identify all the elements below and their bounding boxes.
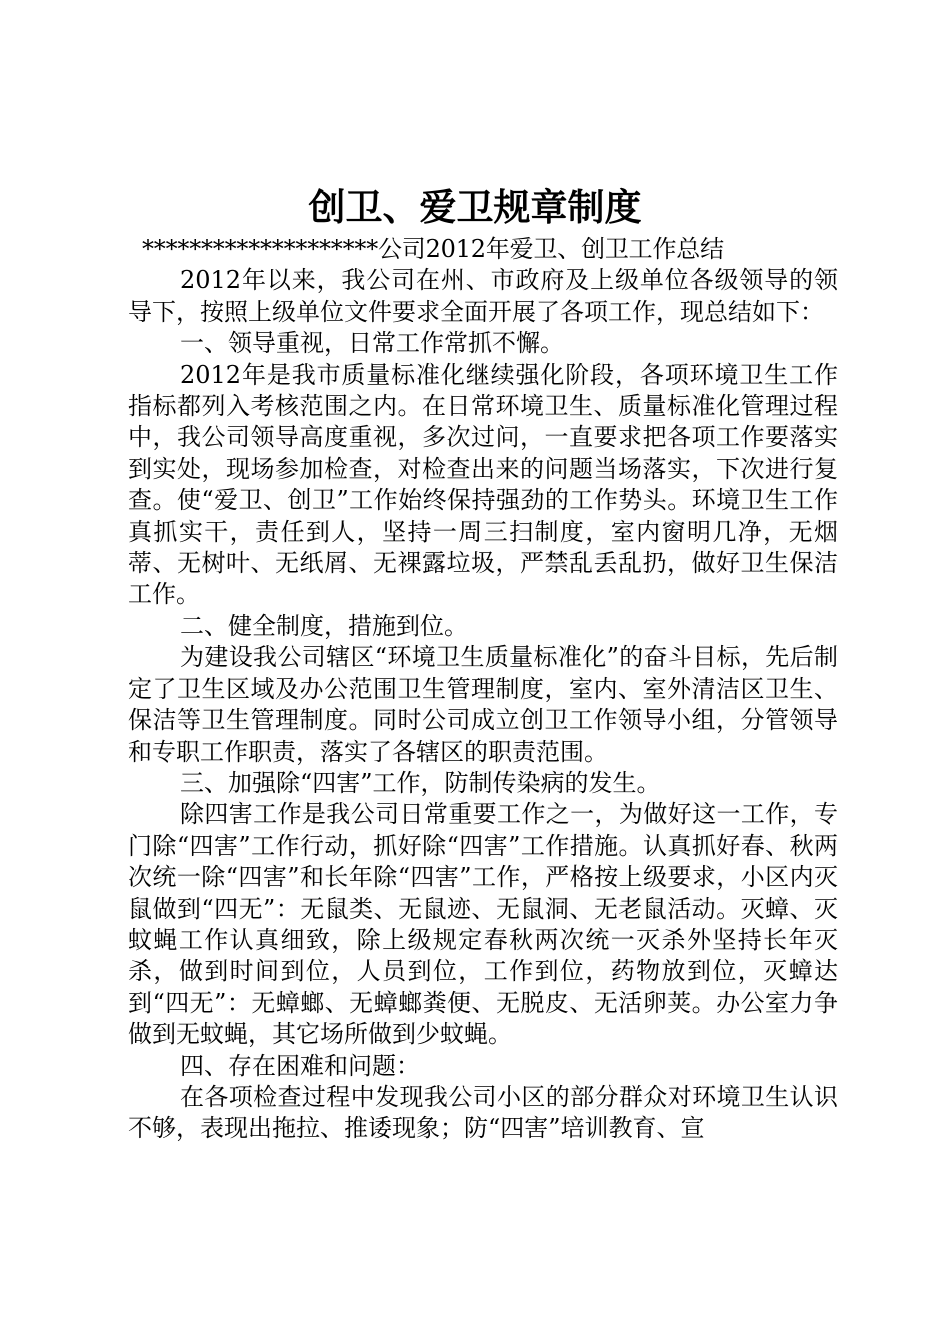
section-body-4: 在各项检查过程中发现我公司小区的部分群众对环境卫生认识不够，表现出拖拉、推诿现象；防“四害”培训教育、宣 — [128, 1082, 838, 1143]
report-subtitle: ********************公司2012年爱卫、创卫工作总结 — [142, 235, 724, 263]
section-body-1: 2012年是我市质量标准化继续强化阶段，各项环境卫生工作指标都列入考核范围之内。在日常环境卫生、质量标准化管理过程中，我公司领导高度重视，多次过问，一直要求把各项工作要落实到实处，现场参加检查，对检查出来的问题当场落实，下次进行复查。使“爱卫、创卫”工作始终保持强劲的工作势头。环境卫生工作真抓实干，责任到人，坚持一周三扫制度，室内窗明几净，无烟蒂、无树叶、无纸屑、无裸露垃圾，严禁乱丢乱扔，做好卫生保洁工作。 — [128, 360, 838, 609]
intro-paragraph: 2012年以来，我公司在州、市政府及上级单位各级领导的领导下，按照上级单位文件要求全面开展了各项工作，现总结如下： — [128, 266, 838, 326]
document-title: 创卫、爱卫规章制度 — [308, 185, 642, 229]
section-body-2: 为建设我公司辖区“环境卫生质量标准化”的奋斗目标，先后制定了卫生区域及办公范围卫生管理制度，室内、室外清洁区卫生、保洁等卫生管理制度。同时公司成立创卫工作领导小组，分管领导和专职工作职责，落实了各辖区的职责范围。 — [128, 643, 838, 766]
document-body — [128, 234, 838, 1145]
section-heading-4: 四、存在困难和问题： — [180, 1051, 420, 1080]
section-heading-3: 三、加强除“四害”工作，防制传染病的发生。 — [180, 768, 661, 797]
section-heading-2: 二、健全制度，措施到位。 — [180, 611, 468, 640]
section-body-3: 除四害工作是我公司日常重要工作之一，为做好这一工作，专门除“四害”工作行动，抓好除“四害”工作措施。认真抓好春、秋两次统一除“四害”和长年除“四害”工作，严格按上级要求，小区内灭鼠做到“四无”：无鼠类、无鼠迹、无鼠洞、无老鼠活动。灭蟑、灭蚊蝇工作认真细致，除上级规定春秋两次统一灭杀外坚持长年灭杀，做到时间到位，人员到位，工作到位，药物放到位，灭蟑达到“四无”：无蟑螂、无蟑螂粪便、无脱皮、无活卵荚。办公室力争做到无蚊蝇，其它场所做到少蚊蝇。 — [128, 800, 838, 1049]
section-heading-1: 一、领导重视，日常工作常抓不懈。 — [180, 329, 564, 358]
